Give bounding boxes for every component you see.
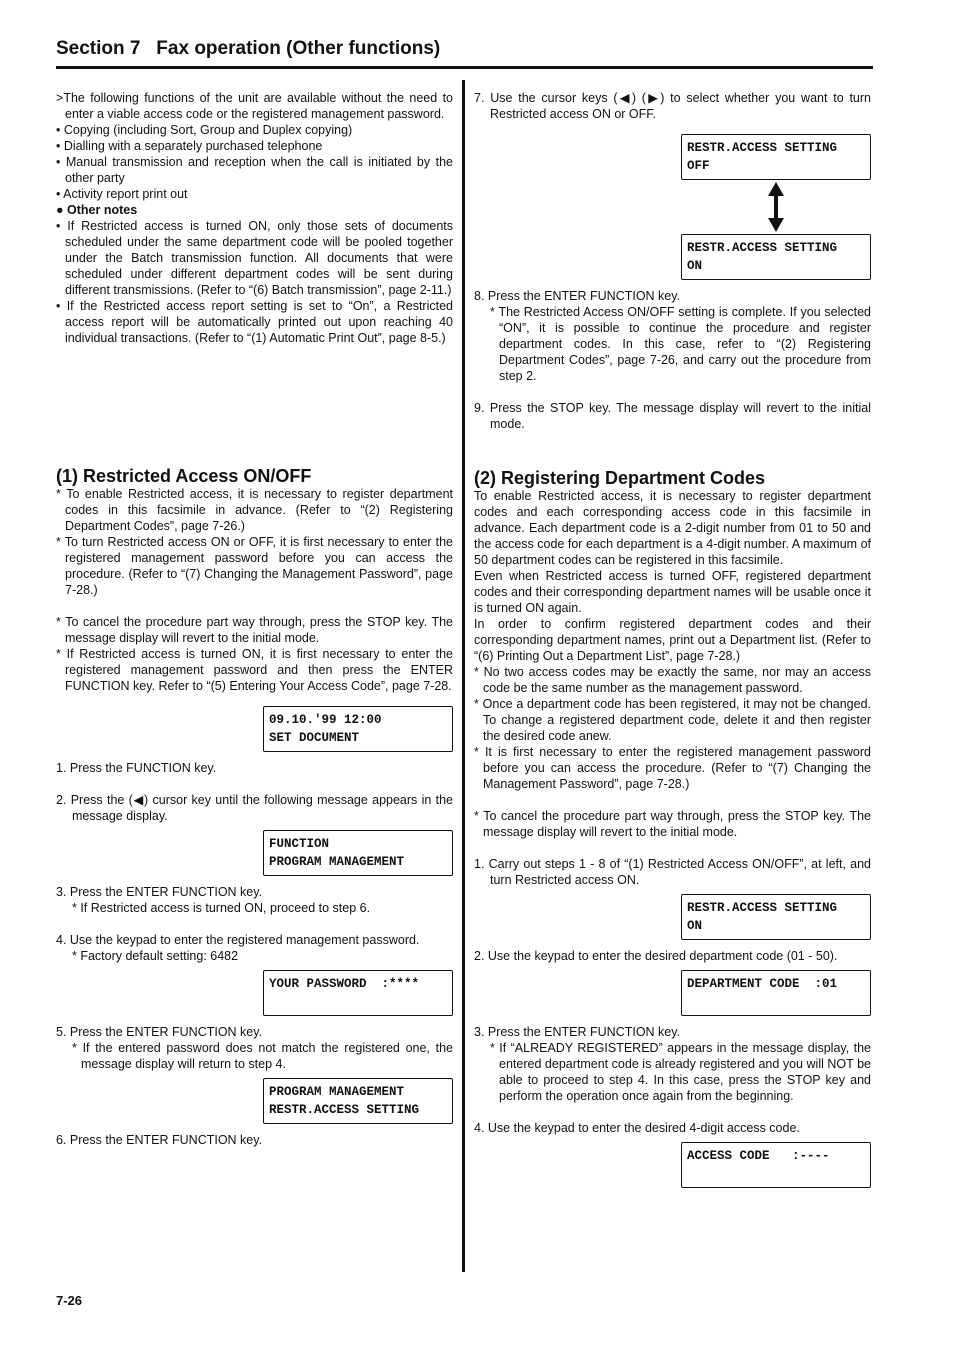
message-display: ACCESS CODE :---- — [681, 1142, 871, 1188]
section-title-restricted-access: (1) Restricted Access ON/OFF — [56, 466, 312, 486]
message-display: 09.10.'99 12:00 SET DOCUMENT — [263, 706, 453, 752]
step: 6. Press the ENTER FUNCTION key. — [56, 1133, 263, 1147]
message-display: RESTR.ACCESS SETTING OFF — [681, 134, 871, 180]
step: 9. Press the STOP key. The message display will revert to the initial mode. — [474, 401, 871, 431]
step: 3. Press the ENTER FUNCTION key. — [56, 885, 263, 899]
toggle-arrow — [474, 180, 871, 234]
step: 4. Use the keypad to enter the desired 4-digit access code. — [474, 1121, 800, 1135]
step: 2. Press the (◀) cursor key until the following message appears in the message display. — [56, 793, 453, 823]
paragraph: To enable Restricted access, it is necessary to register department codes and each corresponding access code in this facsimile in advance. Each department code is a 2-digit number from 01 to 50 and the access code for each department is a 4-digit number. A maximum of 50 department codes can be registered in this facsimile. — [474, 489, 871, 567]
message-display: RESTR.ACCESS SETTING ON — [681, 894, 871, 940]
step: 8. Press the ENTER FUNCTION key. — [474, 289, 681, 303]
paragraph: In order to confirm registered department codes and their corresponding department names, print out a Department list. (Refer to “(6) Printing Out a Department List”, page 7-28.) — [474, 617, 871, 663]
note: * If Restricted access is turned ON, it is first necessary to enter the registered management password and then press the ENTER FUNCTION key. Refer to “(5) Entering Your Access Code”, page 7-28. — [56, 647, 453, 693]
note: * Once a department code has been registered, it may not be changed. To change a registered department code, delete it and then register the desired code anew. — [474, 697, 872, 743]
message-display: YOUR PASSWORD :**** — [263, 970, 453, 1016]
message-display: RESTR.ACCESS SETTING ON — [681, 234, 871, 280]
page-number: 7-26 — [56, 1293, 83, 1308]
step: 2. Use the keypad to enter the desired department code (01 - 50). — [474, 949, 838, 963]
other-note: • If the Restricted access report setting is set to “On”, a Restricted access report will be automatically printed out upon reaching 40 individual transactions. (Refer to “(1) Automatic Print Out”, page 8-5.) — [56, 299, 453, 345]
header-rule — [56, 66, 873, 69]
left-column — [56, 90, 453, 1148]
step: 5. Press the ENTER FUNCTION key. — [56, 1025, 263, 1039]
intro-item: • Dialling with a separately purchased telephone — [56, 139, 323, 153]
step: 4. Use the keypad to enter the registered management password. — [56, 933, 420, 947]
paragraph: Even when Restricted access is turned OFF, registered department codes and their corresponding department names will be usable once it is turned ON again. — [474, 569, 871, 615]
step-note: * If the entered password does not match the registered one, the message display will return to step 4. — [72, 1041, 453, 1071]
step-note: * The Restricted Access ON/OFF setting is complete. If you selected “ON”, it is possible to continue the procedure and register department codes. In this case, refer to “(2) Registering Department Codes”, page 7-26, and carry out the procedure from step 2. — [490, 305, 871, 383]
message-display: DEPARTMENT CODE :01 — [681, 970, 871, 1016]
note: * To turn Restricted access ON or OFF, it is first necessary to enter the registered management password before you can access the procedure. (Refer to “(7) Changing the Management Password”, page 7-28.) — [56, 535, 453, 597]
message-display: PROGRAM MANAGEMENT RESTR.ACCESS SETTING — [263, 1078, 453, 1124]
step: 7. Use the cursor keys (◀) (▶) to select whether you want to turn Restricted access ON or OFF. — [474, 91, 871, 121]
right-column — [474, 90, 871, 1196]
section-header: Section 7 Fax operation (Other functions) — [56, 38, 441, 59]
step: 3. Press the ENTER FUNCTION key. — [474, 1025, 681, 1039]
note: * It is first necessary to enter the registered management password before you can access the procedure. (Refer to “(7) Changing the Management Password”, page 7-28.) — [474, 745, 871, 791]
other-note: • If Restricted access is turned ON, only those sets of documents scheduled under the same department code will be pooled together under the Batch transmission function. All documents that were scheduled under different department codes will be sent during different transmissions. (Refer to “(6) Batch transmission”, page 2-11.) — [56, 219, 454, 297]
step: 1. Carry out steps 1 - 8 of “(1) Restricted Access ON/OFF”, at left, and turn Restricted access ON. — [474, 857, 871, 887]
note: * To enable Restricted access, it is necessary to register department codes in this facsimile in advance. (Refer to “(2) Registering Department Codes”, page 7-26.) — [56, 487, 453, 533]
step-note: * Factory default setting: 6482 — [72, 949, 239, 963]
section-title-registering-department-codes: (2) Registering Department Codes — [474, 468, 766, 488]
double-arrow-icon — [768, 182, 784, 232]
step-note: * If “ALREADY REGISTERED” appears in the message display, the entered department code is already registered and you will NOT be able to proceed to step 4. In this case, press the STOP key and perform the operation once again from the beginning. — [490, 1041, 871, 1103]
other-notes-heading: ● Other notes — [56, 203, 138, 217]
note: * To cancel the procedure part way through, press the STOP key. The message display will revert to the initial mode. — [474, 809, 871, 839]
step: 1. Press the FUNCTION key. — [56, 761, 217, 775]
intro-paragraph: >The following functions of the unit are available without the need to enter a viable access code or the registered management password. — [56, 91, 453, 121]
note: * No two access codes may be exactly the same, nor may an access code be the same number as the management password. — [474, 665, 871, 695]
column-divider — [462, 80, 465, 1272]
step-note: * If Restricted access is turned ON, proceed to step 6. — [72, 901, 371, 915]
intro-item: • Manual transmission and reception when the call is initiated by the other party — [56, 155, 453, 185]
message-display: FUNCTION PROGRAM MANAGEMENT — [263, 830, 453, 876]
intro-item: • Copying (including Sort, Group and Duplex copying) — [56, 123, 353, 137]
note: * To cancel the procedure part way through, press the STOP key. The message display will revert to the initial mode. — [56, 615, 453, 645]
intro-item: • Activity report print out — [56, 187, 188, 201]
